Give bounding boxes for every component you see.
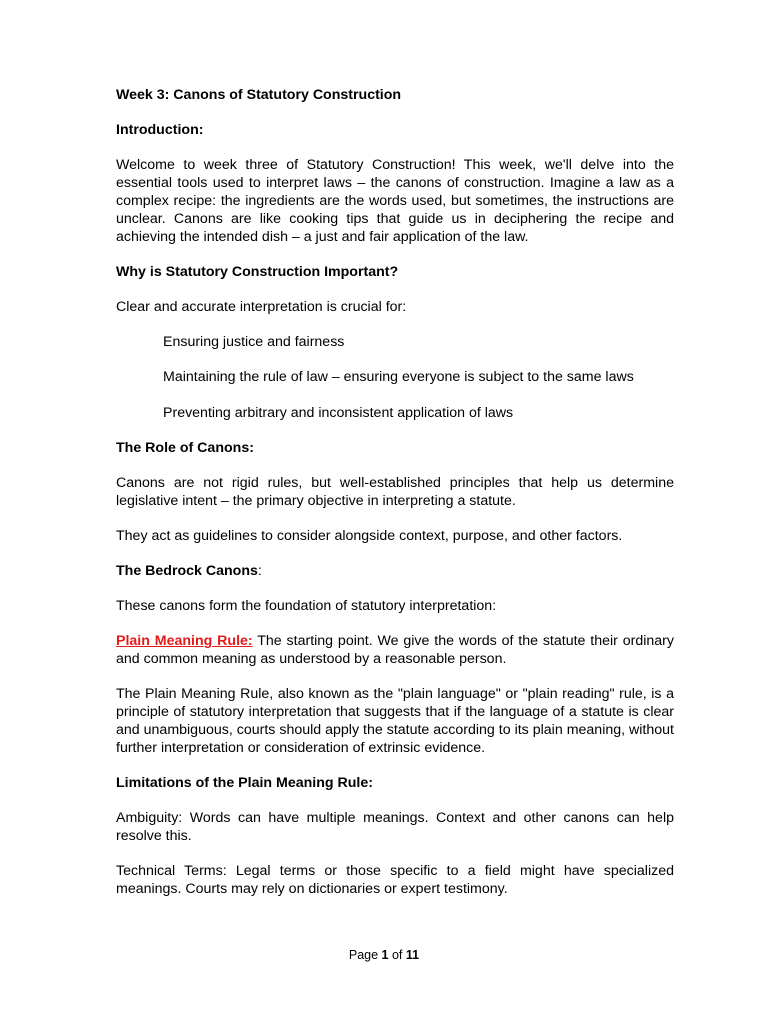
intro-heading: Introduction:: [116, 122, 204, 139]
bedrock-heading: The Bedrock Canons: [116, 563, 258, 580]
document-body: [116, 87, 674, 916]
importance-lead: Clear and accurate interpretation is crucial for:: [116, 298, 407, 315]
bedrock-heading-line: [116, 563, 674, 581]
bedrock-lead: These canons form the foundation of statutory interpretation:: [116, 598, 497, 615]
footer-current-page: 1: [381, 948, 389, 962]
ambiguity-paragraph: Ambiguity: Words can have multiple meanings. Context and other canons can help resolve this.: [116, 810, 674, 844]
document-title: Week 3: Canons of Statutory Construction: [116, 87, 402, 103]
page-footer: [0, 947, 768, 963]
plain-rule-detail: The Plain Meaning Rule, also known as the "plain language" or "plain reading" rule, is a principle of statutory interpretation that suggests that if the language of a statute is clear and unambiguous, courts should apply the statute according to its plain meaning, without further interpretation or consideration of extrinsic evidence.: [116, 686, 674, 756]
importance-item: Ensuring justice and fairness: [163, 334, 345, 351]
bedrock-heading-colon: :: [257, 563, 262, 580]
intro-paragraph: Welcome to week three of Statutory Construction! This week, we'll delve into the essential tools used to interpret laws – the canons of construction. Imagine a law as a complex recipe: the ingredients are the words used, but sometimes, the instructions are unclear. Canons are like cooking tips that guide us in deciphering the recipe and achieving the intended dish – a just and fair application of the law.: [116, 157, 674, 245]
plain-rule-paragraph: [116, 633, 674, 669]
limitations-heading: Limitations of the Plain Meaning Rule:: [116, 774, 373, 791]
importance-item: Preventing arbitrary and inconsistent application of laws: [163, 404, 514, 421]
footer-total-pages: 11: [405, 948, 420, 962]
footer-of-word: of: [391, 948, 403, 962]
role-paragraph-1: Canons are not rigid rules, but well-established principles that help us determine legislative intent – the primary objective in interpreting a statute.: [116, 474, 674, 509]
importance-heading: Why is Statutory Construction Important?: [116, 263, 399, 280]
plain-rule-text: The starting point. We give the words of the statute their ordinary and common meaning as understood by a reasonable person.: [116, 633, 675, 668]
role-paragraph-2: They act as guidelines to consider alongside context, purpose, and other factors.: [116, 527, 623, 544]
technical-terms-paragraph: Technical Terms: Legal terms or those specific to a field might have specialized meanings. Courts may rely on dictionaries or expert testimony.: [116, 863, 674, 897]
role-heading: The Role of Canons:: [116, 439, 254, 456]
footer-page-word: Page: [348, 948, 379, 962]
importance-item: Maintaining the rule of law – ensuring everyone is subject to the same laws: [163, 369, 634, 386]
plain-rule-link[interactable]: Plain Meaning Rule:: [116, 633, 253, 650]
